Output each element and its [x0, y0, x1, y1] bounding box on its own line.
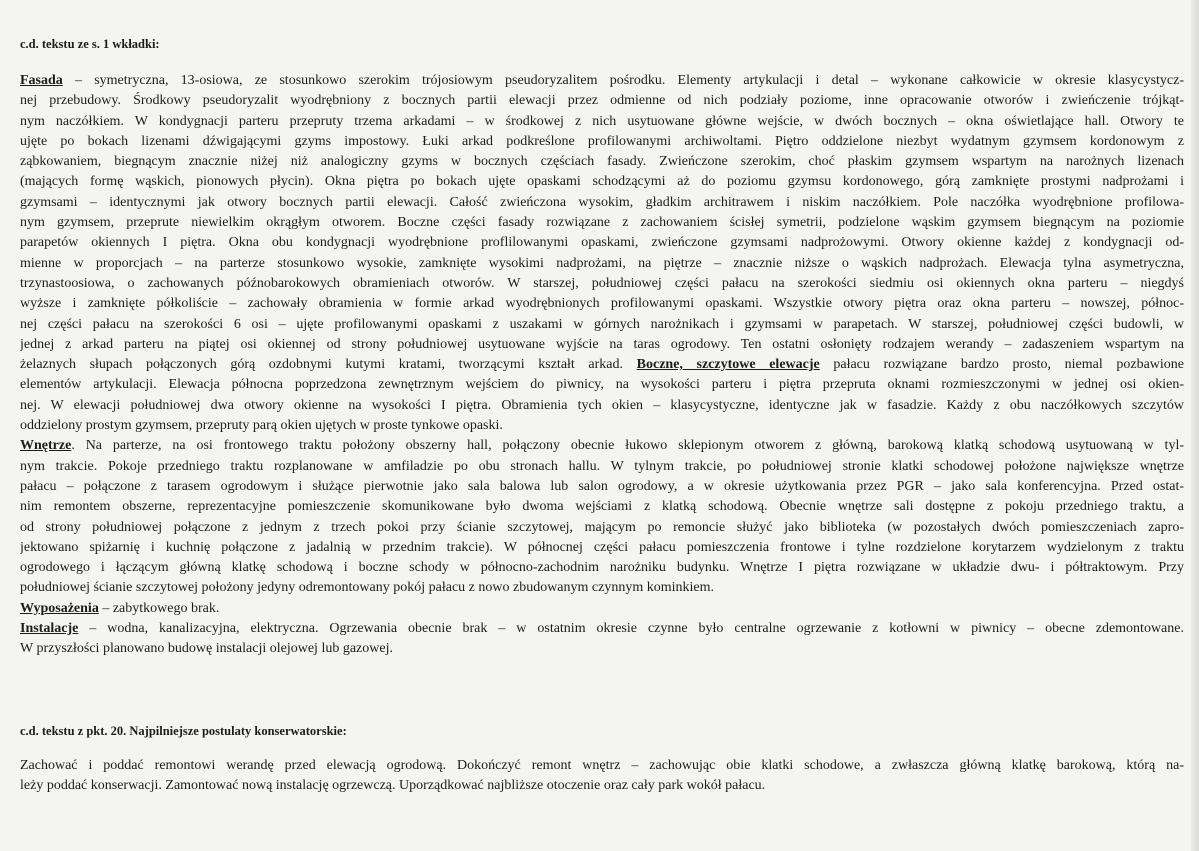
text-line: nim remontem obszerne, reprezentacyjne pomieszczenie skomunikowane było dwoma wejściami z klatką schodową. Obecnie wnętrze sali dostępne z pokoju przedniego traktu, a — [20, 499, 1184, 515]
text-line: pałacu – połączone z tarasem ogrodowym i służące pierwotnie jako sala balowa lub salon ogrodowy, a w okresie użytkowania przez PGR – jako sala konferencyjna. Przed ostat- — [20, 478, 1184, 494]
text-line: ujęte po bokach lizenami dźwigającymi gzyms impostowy. Łuki arkad podkreślone profilowanymi archiwoltami. Piętro oddzielone niezbyt wydatnym gzymsem kordonowym z — [20, 133, 1184, 149]
text-line: parapetów okiennych I piętra. Okna obu kondygnacji wyodrębnione proflilowanymi opaskami, zwieńczone gzymsami nadprożowymi. Otwory okienne każdej z kondygnacji od- — [20, 235, 1184, 251]
text-line: leży poddać konserwacji. Zamontować nową instalację ogrzewczą. Uporządkować najbliższe otoczenie oraz cały park wokół pałacu. — [20, 778, 766, 794]
text-line: ogrodowego i łączącym główną klatkę schodową i boczne schody w północno-zachodnim narożniku budynku. Wnętrze I piętra rozwiązane w układzie dwu- i półtraktowym. Przy — [20, 560, 1184, 576]
text-line: żelaznych słupach połączonych górą ozdobnymi kutymi kratami, tworzącymi kształt arkad. Boczne, szczytowe elewacje pałacu rozwiązane bardzo prosto, niemal pozbawione — [20, 357, 1184, 373]
text-line: Zachować i poddać remontowi werandę przed elewacją ogrodową. Dokończyć remont wnętrz – zachowując obie klatki schodowe, a zwłaszcza główną klatkę barokową, którą na- — [20, 758, 1184, 773]
text-line: nym trakcie. Pokoje przedniego traktu rozplanowane w amfiladzie po obu stronach hallu. W tylnym trakcie, po południowej stronie klatki schodowej położone największe wnętrze — [20, 458, 1184, 474]
text-line: jednej z arkad parteru na piątej osi okiennej od strony południowej usytuowane wyjście na taras ogrodowy. Ten ostatni osłonięty rodzajem werandy – zadaszeniem wspartym na — [20, 336, 1184, 352]
term-boczne-elewacje: Boczne, szczytowe elewacje — [636, 357, 820, 373]
term-fasada: Fasada — [20, 73, 63, 88]
term-wyposazenia: Wyposażenia — [20, 600, 99, 616]
text-line: elementów artykulacji. Elewacja północna poprzedzona zewnętrznym wejściem do piwnicy, na wysokości parteru i piętra przepruta oknami rozmieszczonymi w jednej osi okien- — [20, 377, 1184, 393]
scan-edge — [1191, 0, 1199, 851]
term-wnetrze: Wnętrze — [20, 438, 72, 454]
text-line: nym naczółkiem. W kondygnacji parteru przepruty trzema arkadami – w środkowej z nich usytuowane główne wejście, w dwóch bocznych – okna oświetlające hall. Otwory te — [20, 113, 1184, 129]
text-line: wyższe i zamknięte półkoliście – zachowały obramienia w formie arkad wyodrębnionych profilowanymi opaskami. Wszystkie otwory piętra oraz okna parteru – nowszej, północ- — [20, 296, 1184, 312]
continuation-heading: c.d. tekstu ze s. 1 wkładki: — [20, 37, 160, 51]
text-line: nej przebudowy. Środkowy pseudoryzalit wyodrębniony z bocznych partii elewacji przez odmienne od nich podziały poziome, inne opracowanie otworów i zwieńczenie trójkąt- — [20, 93, 1184, 109]
term-instalacje: Instalacje — [20, 621, 79, 637]
postulates-heading: c.d. tekstu z pkt. 20. Najpilniejsze postulaty konserwatorskie: — [20, 724, 347, 738]
text-line: od strony południowej połączone z jednym z trzech pokoi przy ścianie szczytowej, mającym po remoncie służyć jako biblioteka (w pozostałych dwóch pomieszczeniach zapro- — [20, 519, 1184, 535]
text-line: nym gzymsem, przeprute niewielkim okrągłym otworem. Boczne części fasady rozwiązane z zachowaniem ścisłej symetrii, podzielone wąskim gzymsem biegnącym na poziomie — [20, 215, 1184, 231]
text-line: mienne w proporcjach – na parterze stosunkowo wysokie, zamknięte wysokimi nadprożami, na piętrze – znacznie niższe o wąskich nadprożach. Elewacja tylna asymetryczna, — [20, 255, 1184, 271]
description-section — [20, 71, 1184, 660]
text-line: Wnętrze. Na parterze, na osi frontowego traktu położony obszerny hall, połączony obecnie łukowo sklepionym otworem z główną, barokową klatką schodową usytuowaną w tyl- — [20, 438, 1184, 454]
text-line: Fasada – symetryczna, 13-osiowa, ze stosunkowo szerokim trójosiowym pseudoryzalitem pośrodku. Elementy artykulacji i detal – wykonane całkowicie w okresie klasycystycz- — [20, 73, 1184, 88]
postulates-section — [20, 756, 1184, 797]
text-line: nej części pałacu na szerokości 6 osi – ujęte profilowanymi opaskami z uszakami w górnych narożnikach i gzymsami w parapetach. W starszej, południowej części budowli, w — [20, 316, 1184, 332]
text-line: jektowano spiżarnię i kuchnię połączone z jadalnią w przednim trakcie). W północnej części pałacu pomieszczenia frontowe i tylne rozdzielone korytarzem wydzielonym z traktu — [20, 539, 1184, 555]
text-line: W przyszłości planowano budowę instalacji olejowej lub gazowej. — [20, 641, 393, 657]
text-line: ząbkowaniem, biegnącym znacznie niżej niż analogiczny gzyms w bocznych częściach fasady. Zwieńczone szerokim, choć płaskim gzymsem wspartym na narożnych lizenach — [20, 154, 1184, 170]
text-line: nej. W elewacji południowej dwa otwory okienne na wysokości I piętra. Obramienia tych okien – klasycystyczne, identyczne jak w fasadzie. Każdy z obu naczółkowych szczytów — [20, 397, 1184, 413]
text-line: oddzielony prostym gzymsem, przepruty parą okien ujętych w proste tynkowe opaski. — [20, 418, 503, 434]
text-line: gzymsami – identycznymi jak otwory bocznych partii elewacji. Całość zwieńczona wysokim, gładkim architrawem i niskim naczółkiem. Pole naczółka wyodrębnione profilowa- — [20, 194, 1184, 210]
text-line: Wyposażenia – zabytkowego brak. — [20, 600, 220, 616]
text-line: południowej ścianie szczytowej położony jedyny odremontowany pokój pałacu z nowo zbudowanym czynnym kominkiem. — [20, 580, 715, 596]
text-line: Instalacje – wodna, kanalizacyjna, elektryczna. Ogrzewania obecnie brak – w ostatnim okresie czynne było centralne ogrzewanie z kotłowni w piwnicy – obecne zdemontowane. — [20, 621, 1184, 637]
text-line: (mających formę wąskich, pionowych płycin). Okna piętra po bokach ujęte opaskami schodzącymi aż do poziomu gzymsu kordonowego, górą zamknięte prostymi nadprożami i — [20, 174, 1184, 190]
text-line: trzynastoosiowa, o zachowanych późnobarokowych obramieniach otworów. W starszej, południowej części pałacu na szerokości siedmiu osi okiennych okna parteru – niegdyś — [20, 275, 1184, 291]
